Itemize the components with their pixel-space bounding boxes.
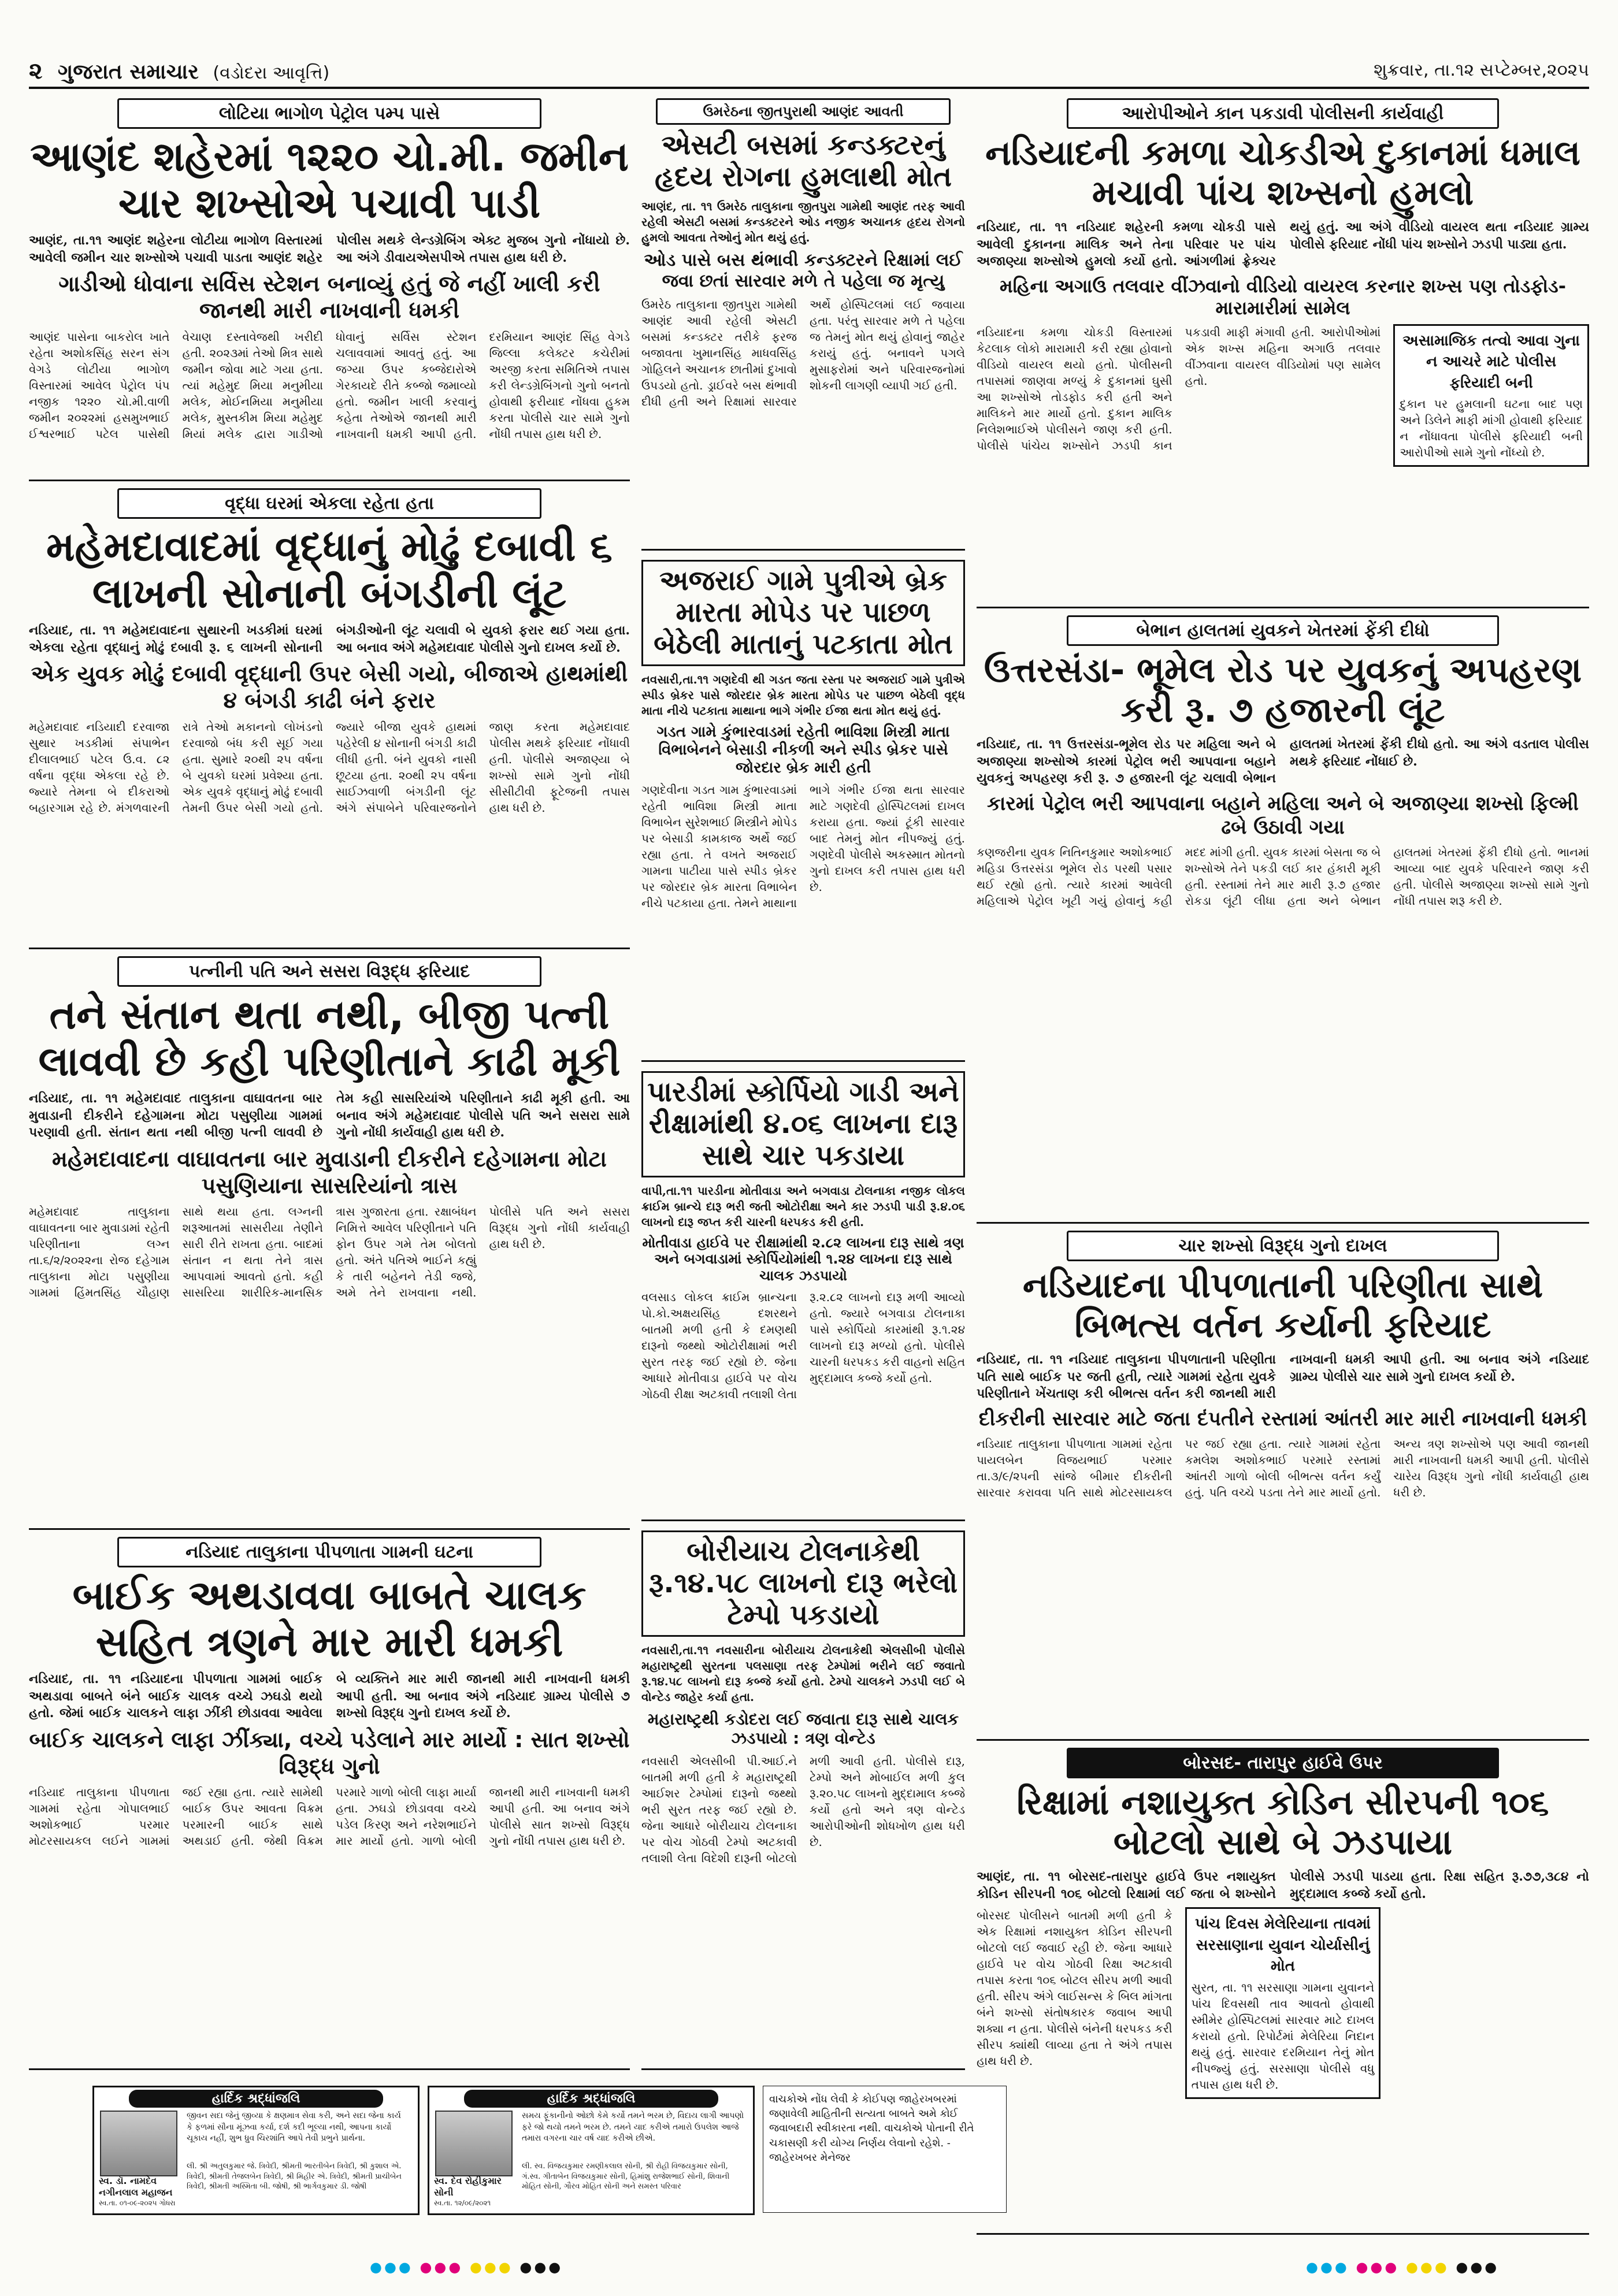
edition-label: (વડોદરા આવૃત્તિ) <box>213 63 330 83</box>
kicker: વૃદ્ધા ઘરમાં એકલા રહેતા હતા <box>117 488 541 519</box>
lead: નડિયાદ, તા. ૧૧ નડિયાદ શહેરની કમળા ચોકડી પાસે આવેલી દુકાનના માલિક અને તેના પરિવાર પર પાંચ અજાણ્યા શખ્સોએ હુમલો કર્યો હતો. આંગળીમાં ફ્રેક્ચર થયું હતું. આ અંગે વીડિયો વાયરલ થતા નડિયાદ ગ્રામ્ય પોલીસે ફરિયાદ નોંધી પાંચ શખ્સોને ઝડપી પાડ્યા હતા. <box>977 220 1589 269</box>
page-number: ૨ <box>29 58 43 84</box>
story-kamla-chokdi <box>977 98 1589 608</box>
headline: ઉત્તરસંડા- ભૂમેલ રોડ પર યુવકનું અપહરણ કરી રૂ. ૭ હજારની લૂંટ <box>984 650 1582 730</box>
story-codeine-syrup <box>977 1748 1589 2235</box>
headline: એસટી બસમાં કન્ડક્ટરનું હૃદય રોગના હુમલાથી મોત <box>654 129 952 194</box>
story-body: નડિયાદ તાલુકાના પીપળાતા ગામમાં રહેતા ગોપાલભાઈ અશોકભાઈ પરમાર મોટરસાયકલ લઈને ગામમાં જઈ રહ્યા હતા. ત્યારે સામેથી બાઈક ઉપર આવતા વિક્રમ પરમારની બાઈક સાથે અથડાઈ હતી. જેથી વિક્રમ પરમારે ગાળો બોલી લાફા માર્યા હતા. ઝઘડો છોડાવવા વચ્ચે પડેલ કિરણ અને નરેશભાઈને માર માર્યો હતો. ગાળો બોલી જાનથી મારી નાખવાની ધમકી આપી હતી. આ બનાવ અંગે પોલીસે સાત શખ્સો વિરૂદ્ધ ગુનો નોંધી તપાસ હાથ ધરી છે. <box>29 1785 630 1848</box>
lead: નડિયાદ, તા. ૧૧ મહેમદાવાદ તાલુકાના વાઘાવતના બાર મુવાડાની દીકરીને દહેગામના મોટા પસુણીયા ગામમાં પરણાવી હતી. સંતાન થતા નથી બીજી પત્ની લાવવી છે તેમ કહી સાસરિયાંએ પરિણીતાને કાઢી મૂકી હતી. આ બનાવ અંગે મહેમદાવાદ પોલીસે પતિ અને સસરા સામે ગુનો નોંધી કાર્યવાહી હાથ ધરી છે. <box>29 1091 630 1140</box>
issue-date: શુક્રવાર, તા.૧૨ સપ્ટેમ્બર,૨૦૨૫ <box>1374 60 1589 80</box>
headline: રિક્ષામાં નશાયુક્ત કોડિન સીરપની ૧૦૬ બોટલો સાથે બે ઝડપાયા <box>1016 1782 1549 1863</box>
ad-disclaimer <box>763 2086 1007 2213</box>
subheadline: ગડત ગામે કુંભારવાડમાં રહેતી ભાવિશા મિસ્ત્રી માતા વિભાબેનને બેસાડી નીકળી અને સ્પીડ બ્રેકર પાસે જોરદાર બ્રેક મારી હતી <box>656 723 950 777</box>
subheadline: મોતીવાડા હાઈવે પર રીક્ષામાંથી ૨.૮૨ લાખના દારૂ સાથે ત્રણ અને બગવાડામાં સ્કોર્પિયોમાંથી ૧.૨૪ લાખના દારૂ સાથે ચાલક ઝડપાયો <box>642 1234 964 1284</box>
subheadline: મહેમદાવાદના વાઘાવતના બાર મુવાડાની દીકરીને દહેગામના મોટા પસુણિયાના સાસરિયાંનો ત્રાસ <box>52 1146 607 1198</box>
story-body: આણંદ પાસેના બાકરોલ ખાતે રહેતા અશોકસિંહ સરન સંગ વેગડે લોટીયા ભાગોળ વિસ્તારમાં આવેલ પેટ્રોલ પંપ નજીક ૧૨૨૦ ચો.મી.વાળી જમીન ૨૦૨૨માં હસમુખભાઈ ઈશ્વરભાઈ પટેલ પાસેથી વેચાણ દસ્તાવેજથી ખરીદી હતી. ૨૦૨૩માં તેઓ મિત્ર સાથે જમીન જોવા માટે ગયા હતા. ત્યાં મહેમુદ મિયા મનુમીયા મલેક, મોઈનમિયા મનુમીયા મલેક, મુસ્તકીમ મિયા મહેમુદ મિયાં મલેક દ્વારા ગાડીઓ ધોવાનું સર્વિસ સ્ટેશન ચલાવવામાં આવતું હતું. આ જગ્યા ઉપર કબ્જેદારોએ ગેરકાયદે રીતે કબ્જો જમાવ્યો હતો. જમીન ખાલી કરવાનું કહેતા તેઓએ જાનથી મારી નાખવાની ધમકી આપી હતી. દરમિયાન આણંદ સિંહ વેગડે જિલ્લા કલેક્ટર કચેરીમાં અરજી કરતા સમિતિએ તપાસ કરી લેન્ડગ્રેબિંગનો ગુનો બનતો હોવાથી ફરીયાદ નોંધવા હુકમ કરતા પોલીસે ચાર સામે ગુનો નોંધી તપાસ હાથ ધરી છે. <box>29 329 630 441</box>
headline: આણંદ શહેરમાં ૧૨૨૦ ચો.મી. જમીન ચાર શખ્સોએ પચાવી પાડી <box>30 133 629 227</box>
portrait-photo <box>100 2111 177 2176</box>
newspaper-name: ગુજરાત સમાચાર <box>58 60 199 84</box>
masthead <box>29 58 1589 89</box>
story-body: મહેમદાવાદ તાલુકાના વાઘાવતના બાર મુવાડામાં રહેતી પરિણીતાના લગ્ન તા.૬/૨/૨૦૨૨ના રોજ દહેગામ તાલુકાના મોટા પસુણીયા ગામમાં હિંમતસિંહ ચૌહાણ સાથે થયા હતા. લગ્નની શરૂઆતમાં સાસરીયા તેણીને સારી રીતે રાખતા હતા. બાદમાં સંતાન ન થતા તેને ત્રાસ આપવામાં આવતો હતો. કહી સાસરિયા શારીરિક-માનસિક ત્રાસ ગુજારતા હતા. રક્ષાબંધન નિમિત્તે આવેલ પરિણીતાને પતિ ફોન ઉપર ગમે તેમ બોલતો હતો. અંતે પતિએ ભાઈને કહ્યું કે તારી બહેનને તેડી જજે, અમે તેને રાખવાના નથી. પોલીસે પતિ અને સસરા વિરૂદ્ધ ગુનો નોંધી કાર્યવાહી હાથ ધરી છે. <box>29 1205 630 1300</box>
ad-family: લી. શ્રી અતુલકુમાર જે. ત્રિવેદી, શ્રીમતી ભારતીબેન ત્રિવેદી, શ્રી કુશાલ એ. ત્રિવેદી, શ્રીમતી તેજલબેન ત્રિવેદી, શ્રી મિહીર એ. ત્રિવેદી, શ્રીમતી પ્રાચીબેન ત્રિવેદી, શ્રીમતી અસ્મિતા બી. જોષી, શ્રી ભાર્ગવકુમાર ડી. જોષી <box>187 2162 402 2191</box>
kicker: નડિયાદ તાલુકાના પીપળાતા ગામની ઘટના <box>117 1537 541 1567</box>
story-boriyach-liquor <box>641 1528 965 2070</box>
ad-dates: સ્વ.તા. ૧૨/૦૯/૨૦૨૧ <box>434 2199 491 2207</box>
story-moped-accident <box>641 558 965 1062</box>
story-body <box>977 1907 1589 2098</box>
lead: આણંદ, તા.૧૧ આણંદ શહેરના લોટીયા ભાગોળ વિસ્તારમાં આવેલી જમીન ચાર શખ્સોએ પચાવી પાડતા આણંદ શહેર પોલીસ મથકે લેન્ડગ્રેબિંગ એક્ટ મુજબ ગુનો નોંધાયો છે. આ અંગે ડીવાયએસપીએ તપાસ હાથ ધરી છે. <box>29 233 630 265</box>
box-text: સુરત, તા. ૧૧ સરસાણા ગામના યુવાનને પાંચ દિવસથી તાવ આવતો હોવાથી સ્મીમેર હોસ્પિટલમાં સારવાર માટે દાખલ કરાયો હતો. રિપોર્ટમાં મેલેરિયા નિદાન થયું હતું. સારવાર દરમિયાન તેનું મોત નીપજ્યું હતું. સરસાણા પોલીસે વધુ તપાસ હાથ ધરી છે. <box>1191 1980 1375 2091</box>
story-uttarsanda-kidnap <box>977 615 1589 1224</box>
lead: નવસારી,તા.૧૧ નવસારીના બોરીયાચ ટોલનાકેથી એલસીબી પોલીસે મહારાષ્ટ્રથી સુરતના પલસાણા તરફ ટેમ્પોમાં ભરીને લઈ જવાતો રૂ.૧૪.૫૮ લાખનો દારૂ કબ્જે કર્યો હતો. ટેમ્પો ચાલકને ઝડપી લઈ બે વોન્ટેડ જાહેર કર્યા હતા. <box>641 1643 965 1704</box>
headline: નડિયાદના પીપળાતાની પરિણીતા સાથે બિભત્સ વર્તન કર્યાની ફરિયાદ <box>1022 1265 1543 1346</box>
headline: પારડીમાં સ્કોર્પિયો ગાડી અને રીક્ષામાંથી ૪.૦૬ લાખના દારૂ સાથે ચાર પકડાયા <box>641 1071 965 1177</box>
portrait-photo <box>435 2111 513 2176</box>
story-conductor-death <box>641 98 965 551</box>
box-heading: અસામાજિક તત્વો આવા ગુના ન આચરે માટે પોલીસ ફરિયાદી બની <box>1402 332 1580 392</box>
story-pardi-liquor <box>641 1069 965 1521</box>
kicker: લોટિયા ભાગોળ પેટ્રોલ પમ્પ પાસે <box>117 98 541 129</box>
story-text: બોરસદ પોલીસને બાતમી મળી હતી કે એક રિક્ષામાં નશાયુક્ત કોડિન સીરપની બોટલો લઈ જવાઈ રહી છે. જેના આધારે હાઈવે પર વોચ ગોઠવી રિક્ષા અટકાવી તપાસ કરતા ૧૦૬ બોટલ સીરપ મળી આવી હતી. સીરપ અંગે લાઈસન્સ કે બિલ માંગતા બંને શખ્સો સંતોષકારક જવાબ આપી શક્યા ન હતા. પોલીસે બંનેની ધરપકડ કરી સીરપ ક્યાંથી લાવ્યા હતા તે અંગે તપાસ હાથ ધરી છે. <box>977 1908 1172 2068</box>
story-body: કણજરીના યુવક નિતિનકુમાર અશોકભાઈ મહિડા ઉત્તરસંડા ભૂમેલ રોડ પરથી પસાર થઈ રહ્યો હતો. ત્યારે કારમાં આવેલી મહિલાએ પેટ્રોલ ખૂટી ગયું હોવાનું કહી મદદ માંગી હતી. યુવક કારમાં બેસતા જ બે શખ્સોએ તેને પકડી લઈ કાર હંકારી મૂકી હતી. રસ્તામાં તેને માર મારી રૂ.૭ હજાર રોકડા લૂંટી લીધા હતા અને બેભાન હાલતમાં ખેતરમાં ફેંકી દીધો હતો. ભાનમાં આવ્યા બાદ યુવકે પરિવારને જાણ કરી હતી. પોલીસે અજાણ્યા શખ્સો સામે ગુનો નોંધી તપાસ શરૂ કરી છે. <box>977 845 1589 908</box>
subheadline: મહિના અગાઉ તલવાર વીંઝવાનો વીડિયો વાયરલ કરનાર શખ્સ પણ તોડફોડ- મારામારીમાં સામેલ <box>1000 275 1566 319</box>
kicker: ચાર શખ્સો વિરૂદ્ધ ગુનો દાખલ <box>1067 1231 1499 1261</box>
ad-title: હાર્દિક શ્રદ્ધાંજલિ <box>464 2090 718 2108</box>
subheadline: ઓડ પાસે બસ થંભાવી કન્ડક્ટરને રિક્ષામાં લઈ જવા છતાં સારવાર મળે તે પહેલા જ મૃત્યુ <box>644 250 963 292</box>
story-mahemdavad-robbery <box>29 488 630 949</box>
story-bike-assault <box>29 1537 630 2070</box>
kicker: આરોપીઓને કાન પકડાવી પોલીસની કાર્યવાહી <box>1067 98 1499 129</box>
ad-dates: સ્વ.તા. ૦૧-૦૯-૨૦૨૫ ગોધરા <box>99 2199 176 2207</box>
story-anand-land <box>29 98 630 481</box>
headline: મહેમદાવાદમાં વૃદ્ધાનું મોઢું દબાવી ૬ લાખની સોનાની બંગડીની લૂંટ <box>46 523 613 617</box>
lead: નડિયાદ, તા. ૧૧ નડિયાદના પીપળાતા ગામમાં બાઈક અથડાવા બાબતે બંને બાઈક ચાલક વચ્ચે ઝઘડો થયો હતો. જેમાં બાઈક ચાલકને લાફા ઝીંકી છોડાવવા આવેલા બે વ્યક્તિને માર મારી જાનથી મારી નાખવાની ધમકી આપી હતી. આ બનાવ અંગે નડિયાદ ગ્રામ્ય પોલીસે ૭ શખ્સો વિરૂદ્ધ ગુનો દાખલ કર્યો છે. <box>29 1671 630 1721</box>
lead: આણંદ, તા. ૧૧ બોરસદ-તારાપુર હાઈવે ઉપર નશાયુક્ત કોડિન સીરપની ૧૦૬ બોટલો રિક્ષામાં લઈ જતા બે શખ્સોને પોલીસે ઝડપી પાડયા હતા. રિક્ષા સહિત રૂ.૭૭,૩૮૪ નો મુદ્દામાલ કબ્જે કર્યો હતો. <box>977 1869 1589 1901</box>
lead: આણંદ, તા. ૧૧ ઉમરેઠ તાલુકાના જીતપુરા ગામેથી આણંદ તરફ આવી રહેલી એસટી બસમાં કન્ડક્ટરને ઓડ નજીક અચાનક હૃદય રોગનો હુમલો આવતા તેઓનું મોત થયું હતું. <box>641 199 965 245</box>
ad-text: જીવન સદા જેનું જીવ્યા કે ક્ષણમાત્ર સેવા કરી, અને સદા જેના કાર્ય કે ફળમાં સૌના મૂંઝવા કર્યા, દર્શ કદી ભૂલ્યા નથી, આપના કાર્યો ચૂકાય નહીં, શુભ ધ્રુવ ચિરશાંતિ આપે તેવી પ્રભુને પ્રાર્થના. <box>187 2111 401 2143</box>
box-heading: પાંચ દિવસ મેલેરિયાના તાવમાં સરસાણાના યુવાન ચોર્યાસીનું મોત <box>1194 1915 1371 1975</box>
subheadline: કારમાં પેટ્રોલ ભરી આપવાના બહાને મહિલા અને બે અજાણ્યા શખ્સો ફિલ્મી ઢબે ઉઠાવી ગયા <box>986 792 1579 839</box>
kicker: પત્નીની પતિ અને સસરા વિરૂદ્ધ ફરિયાદ <box>117 956 541 987</box>
lead: નડિયાદ, તા. ૧૧ મહેમદાવાદના સુથારની ખડકીમાં ઘરમાં એકલા રહેતા વૃદ્ધાનું મોઢું દબાવી રૂ. ૬ લાખની સોનાની બંગડીઓની લૂંટ ચલાવી બે યુવકો ફરાર થઈ ગયા હતા. આ બનાવ અંગે મહેમદાવાદ પોલીસે ગુનો દાખલ કર્યો છે. <box>29 623 630 655</box>
story-body: નડિયાદ તાલુકાના પીપળાતા ગામમાં રહેતા પાયલબેન વિજયભાઈ પરમાર તા.૩/૯/૨૫ની સાંજે બીમાર દીકરીની સારવાર કરાવવા પતિ સાથે મોટરસાયકલ પર જઈ રહ્યા હતા. ત્યારે ગામમાં રહેતા કમલેશ અશોકભાઈ પરમારે રસ્તામાં આંતરી ગાળો બોલી બીભત્સ વર્તન કર્યું હતું. પતિ વચ્ચે પડતા તેને માર માર્યો હતો. અન્ય ત્રણ શખ્સોએ પણ આવી જાનથી મારી નાખવાની ધમકી આપી હતી. પોલીસે ચારેય વિરૂદ્ધ ગુનો નોંધી કાર્યવાહી હાથ ધરી છે. <box>977 1436 1589 1499</box>
lead: વાપી,તા.૧૧ પારડીના મોતીવાડા અને બગવાડા ટોલનાકા નજીક લોકલ ક્રાઈમ બ્રાન્ચે દારૂ ભરી જતી ઓટોરીક્ષા અને કાર ઝડપી પાડી રૂ.૪.૦૬ લાખનો દારૂ જપ્ત કરી ચારની ધરપકડ કરી હતી. <box>641 1183 965 1229</box>
lead: નડિયાદ, તા. ૧૧ ઉત્તરસંડા-ભૂમેલ રોડ પર મહિલા અને બે અજાણ્યા શખ્સોએ કારમાં પેટ્રોલ ભરી આપવાના બહાને યુવકનું અપહરણ કરી રૂ. ૭ હજારની લૂંટ ચલાવી બેભાન હાલતમાં ખેતરમાં ફેંકી દીધો હતો. આ અંગે વડતાલ પોલીસ મથકે ફરિયાદ નોંધાઈ છે. <box>977 737 1589 786</box>
lead: નવસારી,તા.૧૧ ગણદેવી થી ગડત જતા રસ્તા પર અજરાઈ ગામે પુત્રીએ સ્પીડ બ્રેકર પાસે જોરદાર બ્રેક મારતા મોપેડ પર પાછળ બેઠેલી વૃદ્ધ માતા નીચે પટકાતા માથાના ભાગે ગંભીર ઈજા થતા મોત થયું હતું. <box>641 672 965 718</box>
story-body: નવસારી એલસીબી પી.આઈ.ને બાતમી મળી હતી કે મહારાષ્ટ્રથી આઈશર ટેમ્પોમાં દારૂનો જથ્થો ભરી સુરત તરફ જઈ રહ્યો છે. જેના આધારે બોરીયાચ ટોલનાકા પર વોચ ગોઠવી ટેમ્પો અટકાવી તલાશી લેતા વિદેશી દારૂની બોટલો મળી આવી હતી. પોલીસે દારૂ, ટેમ્પો અને મોબાઈલ મળી કુલ રૂ.૨૦.૫૮ લાખનો મુદ્દામાલ કબ્જે કર્યો હતો અને ત્રણ વોન્ટેડ આરોપીઓની શોધખોળ હાથ ધરી છે. <box>641 1753 965 1865</box>
sidebar-box <box>1393 324 1589 467</box>
subheadline: મહારાષ્ટ્રથી કડોદરા લઈ જવાતા દારૂ સાથે ચાલક ઝડપાયો : ત્રણ વોન્ટેડ <box>647 1709 959 1748</box>
story-piplata-harassment <box>977 1231 1589 1741</box>
ad-name: સ્વ. દેવ રોહીકુમાર સોની <box>434 2175 502 2198</box>
kicker: બેભાન હાલતમાં યુવકને ખેતરમાં ફેંકી દીધો <box>1067 615 1499 646</box>
color-registration-marks: ●●● ●●● ●●● ●●● <box>1306 2259 1500 2275</box>
ad-name: સ્વ. ડૉ. નામદેવ નગીનલાલ મહાજન <box>99 2175 173 2198</box>
obituary-ad-2 <box>428 2086 755 2215</box>
subheadline: બાઈક ચાલકને લાફા ઝીંક્યા, વચ્ચે પડેલાને માર માર્યો : સાત શખ્સો વિરૂદ્ધ ગુનો <box>29 1727 630 1779</box>
headline: તને સંતાન થતા નથી, બીજી પત્ની લાવવી છે કહી પરિણીતાને કાઢી મૂકી <box>38 991 621 1085</box>
story-dowry-complaint <box>29 956 630 1530</box>
disclaimer-text: વાચકોએ નોંધ લેવી કે કોઈપણ જાહેરખબરમાં જણાવેલી માહિતીની સત્યતા બાબતે અમે કોઈ જવાબદારી સ્વીકારતા નથી. વાચકોએ પોતાની રીતે ચકાસણી કરી યોગ્ય નિર્ણય લેવાનો રહેશે. - જાહેરખબર મેનેજર <box>769 2093 974 2164</box>
story-body: ગણદેવીના ગડત ગામ કુંભારવાડમાં રહેતી ભાવિશા મિસ્ત્રી માતા વિભાબેન સુરેશભાઈ મિસ્ત્રીને મોપેડ પર બેસાડી કામકાજ અર્થે જઈ રહ્યા હતા. તે વખતે અજરાઈ ગામના પાટીયા પાસે સ્પીડ બ્રેકર પર જોરદાર બ્રેક મારતા વિભાબેન નીચે પટકાયા હતા. તેમને માથાના ભાગે ગંભીર ઈજા થતા સારવાર માટે ગણદેવી હોસ્પિટલમાં દાખલ કરાયા હતા. જ્યાં ટૂંકી સારવાર બાદ તેમનું મોત નીપજ્યું હતું. ગણદેવી પોલીસે અકસ્માત મોતનો ગુનો દાખલ કરી તપાસ હાથ ધરી છે. <box>641 783 965 911</box>
kicker: ઉમરેઠના જીતપુરાથી આણંદ આવતી <box>656 98 951 125</box>
subheadline: એક યુવક મોઢું દબાવી વૃદ્ધાની ઉપર બેસી ગયો, બીજાએ હાથમાંથી ૪ બંગડી કાઢી બંને ફરાર <box>31 661 628 713</box>
sidebar-box <box>1185 1907 1381 2098</box>
obituary-ad-1 <box>92 2086 420 2215</box>
subheadline: દીકરીની સારવાર માટે જતા દંપતીને રસ્તામાં આંતરી માર મારી નાખવાની ધમકી <box>978 1407 1587 1431</box>
kicker: બોરસદ- તારાપુર હાઈવે ઉપર <box>1067 1748 1499 1778</box>
story-body: વલસાડ લોકલ ક્રાઈમ બ્રાન્ચના પો.કો.અક્ષયસિંહ દશરથને બાતમી મળી હતી કે દમણથી દારૂનો જથ્થો ઓટોરીક્ષામાં ભરી સુરત તરફ જઈ રહ્યો છે. જેના આધારે મોતીવાડા હાઈવે પર વોચ ગોઠવી રીક્ષા અટકાવી તલાશી લેતા રૂ.૨.૮૨ લાખનો દારૂ મળી આવ્યો હતો. જ્યારે બગવાડા ટોલનાકા પાસે સ્કોર્પિયો કારમાંથી રૂ.૧.૨૪ લાખનો દારૂ મળ્યો હતો. પોલીસે ચારની ધરપકડ કરી વાહનો સહિત મુદ્દામાલ કબ્જે કર્યો હતો. <box>641 1290 965 1401</box>
story-body <box>977 324 1589 467</box>
lead: નડિયાદ, તા. ૧૧ નડિયાદ તાલુકાના પીપળાતાની પરિણીતા પતિ સાથે બાઈક પર જતી હતી, ત્યારે ગામમાં રહેતા યુવકે પરિણીતાને ખેંચતાણ કરી બીભત્સ વર્તન કરી જાનથી મારી નાખવાની ધમકી આપી હતી. આ બનાવ અંગે નડિયાદ ગ્રામ્ય પોલીસે ચાર સામે ગુનો દાખલ કર્યો છે. <box>977 1352 1589 1402</box>
headline: અજરાઈ ગામે પુત્રીએ બ્રેક મારતા મોપેડ પર પાછળ બેઠેલી માતાનું પટકાતા મોત <box>641 560 965 666</box>
color-registration-marks: ●●● ●●● ●●● ●●● <box>370 2259 563 2275</box>
headline: બાઈક અથડાવવા બાબતે ચાલક સહિત ત્રણને માર મારી ધમકી <box>72 1571 587 1666</box>
masthead-left <box>29 58 329 84</box>
ad-family: લી. સ્વ. વિજયકુમાર રમણીકલાલ સોની, શ્રી રોહી વિજયકુમાર સોની, ગં.સ્વ. ગીતાબેન વિજયકુમાર સોની, હિમાંશુ રાજેશભાઈ સોની, શિવાની મોહિત સોની, ગૌરવ મોહિત સોની અને સમસ્ત પરિવાર <box>522 2162 730 2191</box>
headline: નડિયાદની કમળા ચોકડીએ દુકાનમાં ધમાલ મચાવી પાંચ શખ્સનો હુમલો <box>985 133 1580 213</box>
box-text: દુકાન પર હુમલાની ઘટના બાદ પણ અને ડિલેને માફી માંગી હોવાથી ફરિયાદ ન નોંધાવતા પોલીસે ફરિયાદી બની આરોપીઓ સામે ગુનો નોંધ્યો છે. <box>1400 397 1583 460</box>
obituary-ads-row <box>92 2086 1005 2213</box>
story-body: ઉમરેઠ તાલુકાના જીતપુરા ગામેથી આણંદ આવી રહેલી એસટી બસમાં કન્ડક્ટર તરીકે ફરજ બજાવતા ખુમાનસિંહ માધવસિંહ ગોહિલને અચાનક છાતીમાં દુખાવો ઉપડયો હતો. ડ્રાઈવરે બસ થંભાવી દીધી હતી અને રિક્ષામાં સારવાર અર્થે હોસ્પિટલમાં લઈ જવાયા હતા. પરંતુ સારવાર મળે તે પહેલા જ તેમનું મોત થયું હોવાનું જાહેર કરાયું હતું. બનાવને પગલે મુસાફરોમાં અને પરિવારજનોમાં શોકની લાગણી વ્યાપી ગઈ હતી. <box>641 298 965 409</box>
headline: બોરીયાચ ટોલનાકેથી રૂ.૧૪.૫૮ લાખનો દારૂ ભરેલો ટેમ્પો પકડાયો <box>641 1530 965 1637</box>
ad-text: સમય ફૂંકાનીનો ઓછો કેમે કર્યો તમને ભરમ છે, વિદાય લાગી આપણો ફરે જો થયો તમને ભરમ છે. તમને યાદ કરીએ તમારો ઉપલેશ આજે તમારા વગરના ચાર વર્ષ યાદ કરીએ છીએ. <box>522 2111 744 2143</box>
story-body: મહેમદાવાદ નડિયાદી દરવાજા સુથાર ખડકીમાં સંપાભેન દીલાલભાઈ પટેલ ઉ.વ. ૮૨ વર્ષના વૃદ્ધા એકલા રહે છે. જ્યારે તેમના બે દીકરાઓ બહારગામ રહે છે. મંગળવારની રાત્રે તેઓ મકાનનો લોખંડનો દરવાજો બંધ કરી સૂઈ ગયા હતા. સુમારે ૨૦થી ૨૫ વર્ષના બે યુવકો ઘરમાં પ્રવેશ્યા હતા. એક યુવકે વૃદ્ધાનું મોઢું દબાવી તેમની ઉપર બેસી ગયો હતો. જ્યારે બીજા યુવકે હાથમાં પહેરેલી ૪ સોનાની બંગડી કાઢી લીધી હતી. બંને યુવકો નાસી છૂટયા હતા. ૨૦થી ૨૫ વર્ષના સાઈઝવાળી બંગડીની લૂંટ અંગે સંપાબેને પરિવારજનોને જાણ કરતા મહેમદાવાદ પોલીસ મથકે ફરિયાદ નોંધાવી હતી. પોલીસે અજાણ્યા બે શખ્સો સામે ગુનો નોંધી સીસીટીવી ફૂટેજની તપાસ હાથ ધરી છે. <box>29 719 630 815</box>
subheadline: ગાડીઓ ધોવાના સર્વિસ સ્ટેશન બનાવ્યું હતું જે નહીં ખાલી કરી જાનથી મારી નાખવાની ધમકી <box>58 271 600 323</box>
ad-title: હાર્દિક શ્રદ્ધાંજલિ <box>129 2090 383 2108</box>
story-text: નડિયાદના કમળા ચોકડી વિસ્તારમાં કેટલાક લોકો મારામારી કરી રહ્યા હોવાનો વીડિયો વાયરલ થયો હતો. પોલીસની તપાસમાં જાણવા મળ્યું કે દુકાનમાં ઘુસી આ શખ્સોએ તોડફોડ કરી હતી અને માલિકને માર માર્યો હતો. દુકાન માલિક નિલેશભાઈએ પોલીસને જાણ કરી હતી. પોલીસે પાંચેય શખ્સોને ઝડપી કાન પકડાવી માફી મંગાવી હતી. આરોપીઓમાં એક શખ્સ મહિના અગાઉ તલવાર વીંઝવાના વાયરલ વીડિયોમાં પણ સામેલ હતો. <box>977 325 1381 452</box>
